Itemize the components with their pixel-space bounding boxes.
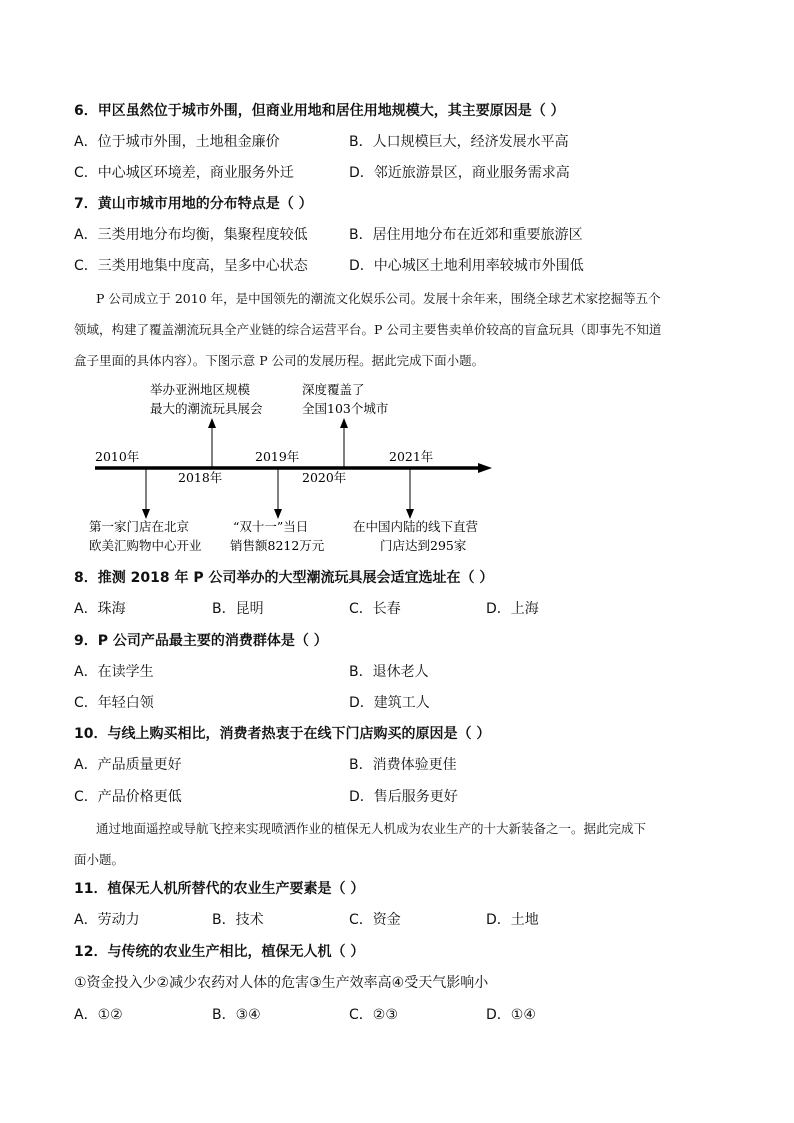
event-2010-line-2: 欧美汇购物中心开业 — [89, 538, 202, 553]
event-2020-line-1: 深度覆盖了 — [302, 382, 365, 397]
arrow-2020 — [340, 418, 348, 428]
q7-option-a: A．三类用地分布均衡，集聚程度较低 — [74, 227, 308, 243]
q8-option-c: C．长春 — [349, 601, 401, 617]
q9-option-b: B．退休老人 — [349, 664, 429, 680]
q10-option-d: D．售后服务更好 — [349, 789, 458, 805]
question-7-stem: 7．黄山市城市用地的分布特点是（ ） — [74, 196, 313, 212]
q9-option-a: A．在读学生 — [74, 664, 154, 680]
passage-2-line-2: 面小题。 — [74, 852, 125, 867]
event-2019-line-1: “双十一”当日 — [233, 519, 309, 534]
development-timeline — [0, 375, 794, 565]
q11-option-d: D．土地 — [486, 912, 539, 928]
q8-option-a: A．珠海 — [74, 601, 126, 617]
q7-option-b: B．居住用地分布在近郊和重要旅游区 — [349, 227, 583, 243]
q6-option-d: D．邻近旅游景区，商业服务需求高 — [349, 165, 570, 181]
q11-option-c: C．资金 — [349, 912, 401, 928]
arrow-2018 — [208, 418, 216, 428]
event-2019-line-2: 销售额8212万元 — [230, 538, 325, 553]
arrow-2019 — [274, 509, 282, 519]
question-12-stem: 12．与传统的农业生产相比，植保无人机（ ） — [74, 944, 365, 960]
question-6-stem: 6．甲区虽然位于城市外围，但商业用地和居住用地规模大，其主要原因是（ ） — [74, 103, 565, 119]
year-2020: 2020年 — [302, 470, 347, 485]
q8-option-b: B．昆明 — [212, 601, 264, 617]
passage-drone — [74, 813, 724, 875]
passage-1-line-1: P 公司成立于 2010 年，是中国领先的潮流文化娱乐公司。发展十余年来，围绕全球艺术家挖掘等五个 — [96, 291, 661, 306]
event-2021-line-2: 门店达到295家 — [380, 538, 467, 553]
year-2019: 2019年 — [255, 449, 300, 464]
q7-option-c: C．三类用地集中度高，呈多中心状态 — [74, 258, 308, 274]
q6-option-a: A．位于城市外围，土地租金廉价 — [74, 134, 280, 150]
q9-option-d: D．建筑工人 — [349, 695, 430, 711]
q11-option-a: A．劳动力 — [74, 912, 140, 928]
q9-option-c: C．年轻白领 — [74, 695, 154, 711]
q6-option-b: B．人口规模巨大，经济发展水平高 — [349, 134, 569, 150]
q11-option-b: B．技术 — [212, 912, 264, 928]
q12-statements: ①资金投入少②减少农药对人体的危害③生产效率高④受天气影响小 — [74, 975, 489, 991]
q10-option-b: B．消费体验更佳 — [349, 757, 457, 773]
question-11-stem: 11．植保无人机所替代的农业生产要素是（ ） — [74, 881, 365, 897]
q12-option-d: D．①④ — [486, 1007, 536, 1023]
q12-option-c: C．②③ — [349, 1007, 398, 1023]
q12-option-a: A．①② — [74, 1007, 123, 1023]
event-2010-line-1: 第一家门店在北京 — [89, 519, 190, 534]
q8-option-d: D．上海 — [486, 601, 539, 617]
timeline-arrowhead — [478, 463, 492, 473]
question-8-stem: 8．推测 2018 年 P 公司举办的大型潮流玩具展会适宜选址在（ ） — [74, 570, 494, 586]
passage-1-line-2: 领域，构建了覆盖潮流玩具全产业链的综合运营平台。P 公司主要售卖单价较高的盲盒玩具（即事先不知道 — [74, 322, 662, 337]
arrow-2010 — [142, 509, 150, 519]
event-2021-line-1: 在中国内陆的线下直营 — [353, 519, 479, 534]
q10-option-a: A．产品质量更好 — [74, 757, 182, 773]
event-2018-line-1: 举办亚洲地区规模 — [150, 382, 251, 397]
question-10-stem: 10．与线上购买相比，消费者热衷于在线下门店购买的原因是（ ） — [74, 726, 491, 742]
passage-1-line-3: 盒子里面的具体内容）。下图示意 P 公司的发展历程。据此完成下面小题。 — [74, 353, 485, 368]
q7-option-d: D．中心城区土地利用率较城市外围低 — [349, 258, 584, 274]
year-2010: 2010年 — [95, 449, 140, 464]
year-2018: 2018年 — [178, 470, 223, 485]
q10-option-c: C．产品价格更低 — [74, 789, 182, 805]
arrow-2021 — [406, 509, 414, 519]
event-2018-line-2: 最大的潮流玩具展会 — [150, 401, 263, 416]
passage-2-line-1: 通过地面遥控或导航飞控来实现喷洒作业的植保无人机成为农业生产的十大新装备之一。据此完成下 — [96, 821, 647, 836]
year-2021: 2021年 — [389, 449, 434, 464]
event-2020-line-2: 全国103个城市 — [302, 401, 389, 416]
question-9-stem: 9．P 公司产品最主要的消费群体是（ ） — [74, 633, 328, 649]
passage-p-company — [74, 283, 724, 376]
q12-option-b: B．③④ — [212, 1007, 261, 1023]
q6-option-c: C．中心城区环境差，商业服务外迁 — [74, 165, 294, 181]
